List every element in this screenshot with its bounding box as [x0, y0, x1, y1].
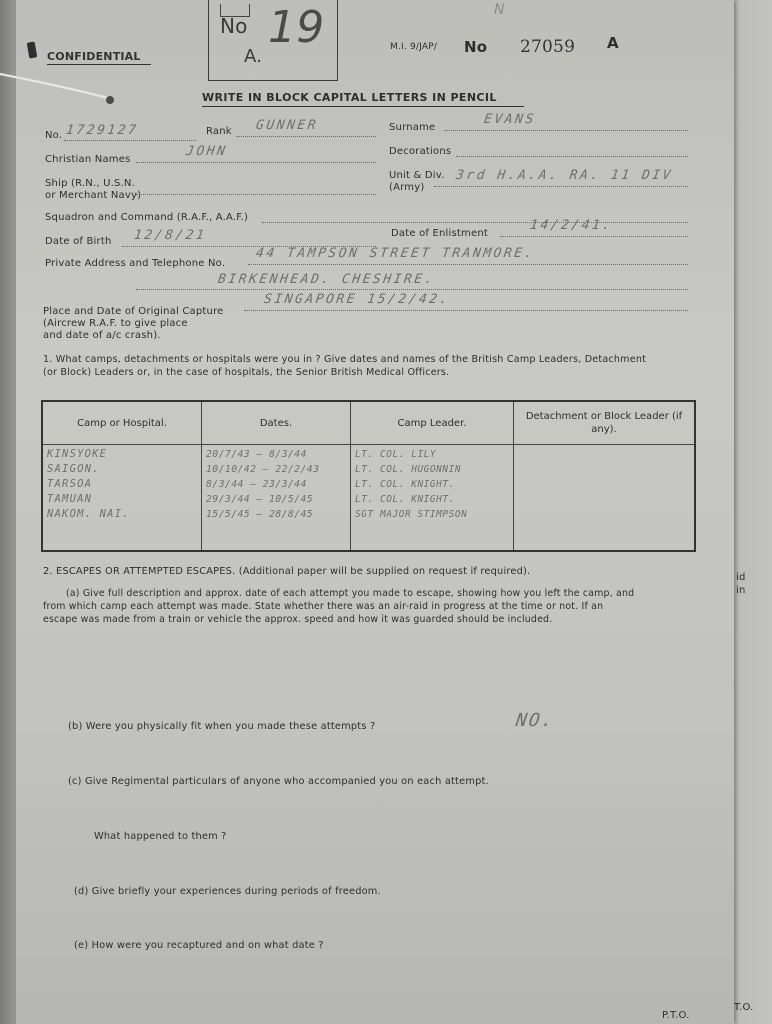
ref-no-label: No: [464, 38, 488, 56]
ship-line: [136, 194, 376, 195]
stamp-letter: A.: [244, 46, 263, 67]
ref-code: M.I. 9/JAP/: [390, 42, 438, 52]
address-label: Private Address and Telephone No.: [45, 258, 226, 269]
enlistment-label: Date of Enlistment: [391, 228, 488, 239]
capture-label-3: and date of a/c crash).: [43, 330, 161, 341]
enlistment-line: [500, 236, 688, 237]
section2-a-2: from which camp each attempt was made. State whether there was an air-raid in progress at the time or not. If an: [43, 601, 604, 612]
section1-question-2: (or Block) Leaders or, in the case of hospitals, the Senior British Medical Officers.: [43, 367, 450, 378]
dob-value: 12/8/21: [132, 228, 208, 243]
ref-number: 27059: [520, 37, 576, 57]
leaders-column: LT. COL. LILY LT. COL. HUGONNIN LT. COL. KNIGHT. LT. COL. KNIGHT. SGT MAJOR STIMPSON: [351, 445, 514, 552]
table-body-row: [42, 445, 695, 552]
col-header-camp: Camp or Hospital.: [42, 401, 202, 445]
back-sheet-fragment: id: [736, 572, 746, 583]
capture-line: [244, 310, 688, 311]
service-no-line: [64, 140, 196, 141]
address-value-line2: BIRKENHEAD. CHESHIRE.: [216, 272, 436, 287]
col-header-dates: Dates.: [202, 401, 351, 445]
ship-label: Ship (R.N., U.S.N.: [45, 178, 135, 189]
section2-c: (c) Give Regimental particulars of anyone who accompanied you on each attempt.: [68, 776, 489, 787]
confidential-underline: [47, 64, 151, 65]
stamp-handwritten-number: 19: [268, 2, 325, 53]
address-value-line1: 44 TAMPSON STREET TRANMORE.: [254, 246, 536, 261]
col-header-detachment: Detachment or Block Leader (if any).: [514, 401, 696, 445]
unit-value: 3rd H.A.A. RA. 11 DIV: [454, 168, 674, 183]
section2-d: (d) Give briefly your experiences during periods of freedom.: [74, 886, 381, 897]
capture-label-2: (Aircrew R.A.F. to give place: [43, 318, 188, 329]
back-sheet-fragment: in: [736, 585, 746, 596]
service-no-label: No.: [45, 130, 63, 141]
decorations-label: Decorations: [389, 146, 452, 157]
surname-line: [444, 130, 688, 131]
christian-names-label: Christian Names: [45, 154, 131, 165]
capture-value: SINGAPORE 15/2/42.: [262, 292, 451, 307]
ref-letter: A: [607, 34, 619, 52]
unit-label-2: (Army): [389, 182, 425, 193]
section2-e: (e) How were you recaptured and on what date ?: [74, 940, 324, 951]
surname-value: EVANS: [482, 112, 537, 127]
camps-table: [41, 400, 696, 552]
unit-line: [434, 186, 688, 187]
christian-names-value: JOHN: [184, 144, 229, 159]
instruction-underline: [202, 106, 524, 107]
address-line-1: [248, 264, 688, 265]
camps-column: KINSYOKE SAIGON. TARSOA TAMUAN NAKOM. NAI.: [42, 445, 202, 552]
form-instruction: WRITE IN BLOCK CAPITAL LETTERS IN PENCIL: [202, 91, 497, 104]
back-sheet-fragment: T.O.: [734, 1002, 754, 1013]
enlistment-value: 14/2/41.: [528, 218, 614, 233]
detachment-column: [514, 445, 696, 552]
stamp-no: No: [220, 14, 248, 38]
dob-label: Date of Birth: [45, 236, 112, 247]
ship-label-2: or Merchant Navy): [45, 190, 142, 201]
confidential-label: CONFIDENTIAL: [47, 50, 141, 63]
rank-label: Rank: [206, 126, 232, 137]
pto-label: P.T.O.: [662, 1010, 690, 1021]
section2-c-2: What happened to them ?: [94, 831, 227, 842]
corner-pencil-mark: N: [494, 2, 505, 18]
decorations-line: [456, 156, 688, 157]
surname-label: Surname: [389, 122, 436, 133]
address-line-2: [136, 289, 688, 290]
squadron-line: [262, 222, 688, 223]
section2-heading: 2. ESCAPES OR ATTEMPTED ESCAPES. (Additional paper will be supplied on request if required).: [43, 566, 531, 577]
section2-a: (a) Give full description and approx. date of each attempt you made to escape, showing how you left the camp, and: [66, 588, 635, 599]
col-header-camp-leader: Camp Leader.: [351, 401, 514, 445]
dates-column: 20/7/43 — 8/3/44 10/10/42 — 22/2/43 8/3/44 — 23/3/44 29/3/44 — 10/5/45 15/5/45 — 28/8/45: [202, 445, 351, 552]
squadron-label: Squadron and Command (R.A.F., A.A.F.): [45, 212, 249, 223]
table-header-row: [42, 401, 695, 445]
section2-b: (b) Were you physically fit when you made these attempts ?: [68, 721, 376, 732]
section1-question: 1. What camps, detachments or hospitals were you in ? Give dates and names of the British Camp Leaders, Detachment: [43, 354, 647, 365]
christian-names-line: [136, 162, 376, 163]
capture-label: Place and Date of Original Capture: [43, 306, 224, 317]
rank-line: [236, 136, 376, 137]
service-no-value: 1729127: [64, 123, 140, 138]
rank-value: GUNNER: [254, 118, 320, 133]
section2-a-3: escape was made from a train or vehicle the approx. speed and how it was guarded should be included.: [43, 614, 553, 625]
unit-label: Unit & Div.: [389, 170, 445, 181]
section2-b-answer: NO.: [514, 710, 556, 731]
treasury-tag-string: [0, 70, 118, 110]
